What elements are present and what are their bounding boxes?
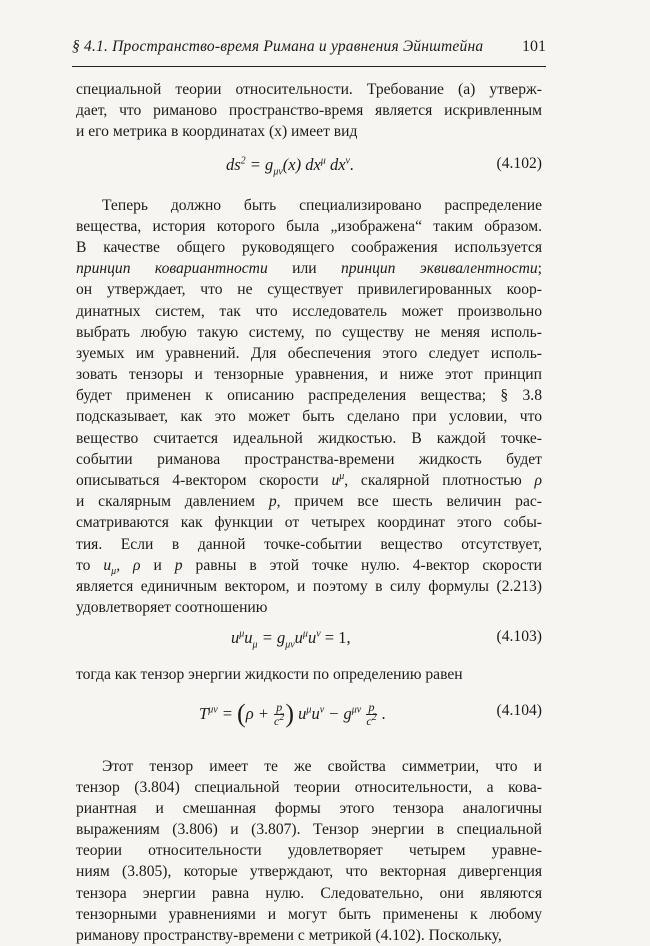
text-line: специальной теории относительности. Требование (a) утверж- xyxy=(76,81,542,98)
text-line: тия. Если в данной точке-событии вещество отсутствует, xyxy=(76,535,542,553)
text-line: удовлетворяет соотношению xyxy=(76,599,268,617)
header-rule xyxy=(72,66,546,67)
text-line: зовать тензоры и тензорные уравнения, и ниже этот принцип xyxy=(76,366,542,384)
equation-expression: $T^{\mu\nu} = (\rho$ + $\frac{p}{c^2}$ ) $u^\mu u^\nu - g^{\mu\nu}$ $\frac{p}{c^2}$ . xyxy=(199,698,386,729)
equation-expression: $u^\mu u_\mu = g_{\mu\nu}u^\mu u^\nu = 1$, xyxy=(231,628,351,651)
text-line: тензорными уравнениями и могут быть применены к любому xyxy=(76,905,542,923)
paragraph-gap xyxy=(76,744,542,756)
text-line: тензора энергии равна нулю. Следовательно, они являются xyxy=(76,884,542,902)
text-line: то $u_\mu$, ρ и p равны в этой точке нулю. 4-вектор скорости xyxy=(76,556,542,576)
text-line: В качестве общего руководящего соображения используется xyxy=(76,238,542,256)
text-line: дает, что риманово пространство-время является искривленным xyxy=(76,102,542,120)
text-line: выбрать любую такую систему, по существу не меняя исполь- xyxy=(76,323,542,341)
page-number: 101 xyxy=(522,38,546,55)
text-line: сматриваются как функции от четырех координат этого собы- xyxy=(76,514,542,532)
text-line: тогда как тензор энергии жидкости по определению равен xyxy=(76,666,463,684)
text-line: вещество считается идеальной жидкостью. В каждой точке- xyxy=(76,429,542,447)
italic-term: принцип эквивалентности xyxy=(340,260,538,278)
text-line: Теперь должно быть специализировано распределение xyxy=(102,196,542,214)
text-line: динатных систем, так что исследователь может произвольно xyxy=(76,302,542,320)
equation-number: (4.104) xyxy=(496,701,542,719)
equation-number: (4.103) xyxy=(496,628,542,646)
text-line: описываться 4-вектором скорости $u^\mu$, скалярной плотностью ρ xyxy=(76,470,542,489)
italic-term: принцип ковариантности xyxy=(76,260,268,278)
header-title: § 4.1. Пространство-время Римана и уравнения Эйнштейна xyxy=(72,38,484,55)
text-line: событии риманова пространства-времени жидкость будет xyxy=(76,450,542,468)
text-line: он утверждает, что не существует привилегированных коор- xyxy=(76,281,542,299)
text-line: ниям (3.805), которые утверждают, что векторная дивергенция xyxy=(76,863,542,881)
text-line: будет применен к описанию распределения вещества; § 3.8 xyxy=(76,387,542,405)
text-line: подсказывает, как это может быть сделано при условии, что xyxy=(76,408,542,426)
text-line: и скалярным давлением p, причем все шесть величин рас- xyxy=(76,493,542,511)
equation-4-104 xyxy=(76,686,542,744)
text-line: вещества, история которого была „изображена“ таким образом. xyxy=(76,217,542,235)
equation-expression: $ds^2 = g_{\mu\nu}(x)$ $dx^\mu$ $dx^\nu$. xyxy=(226,154,355,177)
text-line: и его метрика в координатах (x) имеет вид xyxy=(76,123,358,141)
equation-number: (4.102) xyxy=(496,154,542,172)
text-line: Этот тензор имеет те же свойства симметрии, что и xyxy=(102,757,542,775)
text-body xyxy=(76,79,542,946)
text-line: риманову пространству-времени с метрикой (4.102). Поскольку, xyxy=(76,927,502,944)
text-line: принцип ковариантности или принцип эквивалентности; xyxy=(76,260,542,278)
text-line: тензор (3.804) специальной теории относительности, а кова- xyxy=(76,778,542,796)
equation-4-102 xyxy=(76,143,542,195)
text-line: зуемых им уравнений. Для обеспечения этого следует исполь- xyxy=(76,344,542,362)
text-line: теории относительности удовлетворяет четырем уравне- xyxy=(76,842,542,860)
text-line: риантная и смешанная формы этого тензора аналогичны xyxy=(76,799,542,817)
equation-4-103 xyxy=(76,618,542,664)
text-line: выражениям (3.806) и (3.807). Тензор энергии в специальной xyxy=(76,821,542,839)
text-line: является единичным вектором, и поэтому в силу формулы (2.213) xyxy=(76,577,542,595)
running-header xyxy=(72,38,546,56)
